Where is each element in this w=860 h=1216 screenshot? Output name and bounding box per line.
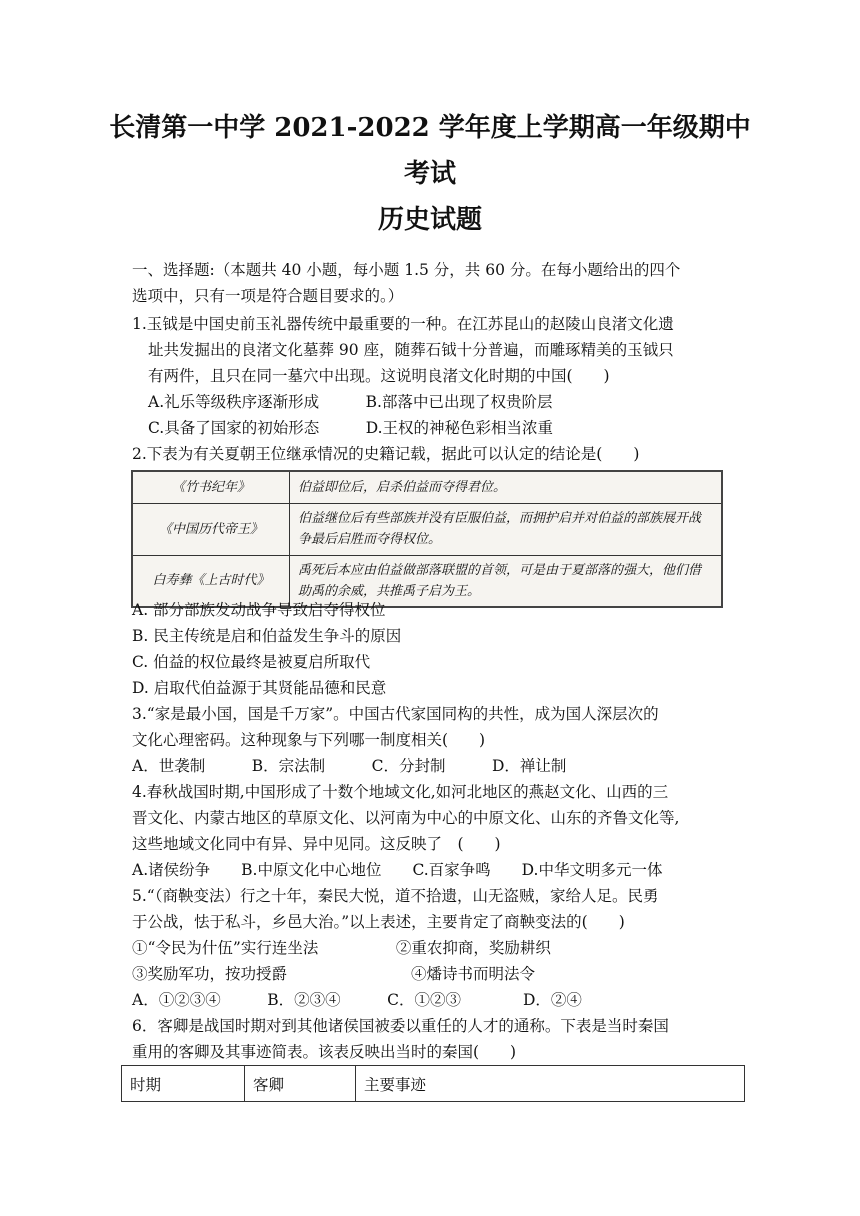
q2-option-b: B. 民主传统是启和伯益发生争斗的原因	[132, 627, 402, 645]
subject-title: 历史试题	[377, 205, 482, 235]
header-main-deeds: 主要事迹	[356, 1066, 745, 1102]
q6-table	[121, 1065, 745, 1102]
q3-stem-2: 文化心理密码。这种现象与下列哪一制度相关( )	[132, 731, 486, 749]
q5-stem-2: 于公战，怯于私斗，乡邑大治。”以上表述，主要肯定了商鞅变法的( )	[132, 913, 625, 931]
section-instruction-2: 选项中，只有一项是符合题目要求的。）	[132, 287, 404, 305]
q2-option-a: A. 部分部族发动战争导致启夺得权位	[132, 601, 386, 619]
q6-stem-2: 重用的客卿及其事迹简表。该表反映出当时的秦国( )	[132, 1043, 517, 1061]
q1-options-ab: A.礼乐等级秩序逐渐形成 B.部落中已出现了权贵阶层	[148, 393, 553, 411]
q5-stem-1: 5.“（商鞅变法）行之十年，秦民大悦，道不拾遗，山无盗贼，家给人足。民勇	[132, 887, 659, 905]
table-row	[132, 503, 722, 555]
exam-title-line1: 长清第一中学 2021-2022 学年度上学期高一年级期中	[109, 113, 751, 143]
q5-choices-12: ①“令民为什伍”实行连坐法 ②重农抑商，奖励耕织	[132, 939, 551, 957]
q1-stem-2: 址共发掘出的良渚文化墓葬 90 座，随葬石钺十分普遍，而雕琢精美的玉钺只	[148, 341, 674, 359]
text-cell: 伯益继位后有些部族并没有臣服伯益，而拥护启并对伯益的部族展开战争最后启胜而夺得权位。	[290, 503, 723, 555]
table-row	[132, 471, 722, 503]
q2-source-table	[131, 470, 723, 608]
text-cell: 禹死后本应由伯益做部落联盟的首领，可是由于夏部落的强大，他们借助禹的余威，共推禹子启为王。	[290, 555, 723, 607]
q1-stem-1: 1.玉钺是中国史前玉礼器传统中最重要的一种。在江苏昆山的赵陵山良渚文化遗	[132, 315, 674, 333]
text-cell: 伯益即位后，启杀伯益而夺得君位。	[290, 471, 723, 503]
q4-options: A.诸侯纷争 B.中原文化中心地位 C.百家争鸣 D.中华文明多元一体	[132, 861, 663, 879]
q2-stem: 2.下表为有关夏朝王位继承情况的史籍记载，据此可以认定的结论是( )	[132, 445, 640, 463]
q4-stem-1: 4.春秋战国时期,中国形成了十数个地域文化,如河北地区的燕赵文化、山西的三	[132, 783, 669, 801]
q1-options-cd: C.具备了国家的初始形态 D.王权的神秘色彩相当浓重	[148, 419, 554, 437]
q5-choices-34: ③奖励军功，按功授爵 ④燔诗书而明法令	[132, 965, 536, 983]
source-cell: 《竹书纪年》	[132, 471, 290, 503]
header-guest-minister: 客卿	[245, 1066, 356, 1102]
exam-title-line2: 考试	[403, 159, 456, 189]
source-cell: 《中国历代帝王》	[132, 503, 290, 555]
q4-stem-3: 这些地域文化同中有异、异中见同。这反映了 ( )	[132, 835, 501, 853]
q5-options: A．①②③④ B．②③④ C．①②③ D．②④	[132, 991, 582, 1009]
q6-stem-1: 6．客卿是战国时期对到其他诸侯国被委以重任的人才的通称。下表是当时秦国	[132, 1017, 669, 1035]
q2-option-c: C. 伯益的权位最终是被夏启所取代	[132, 653, 371, 671]
q2-option-d: D. 启取代伯益源于其贤能品德和民意	[132, 679, 387, 697]
section-instruction-1: 一、选择题:（本题共 40 小题，每小题 1.5 分，共 60 分。在每小题给出的四个	[132, 261, 681, 279]
header-period: 时期	[122, 1066, 245, 1102]
q3-stem-1: 3.“家是最小国，国是千万家”。中国古代家国同构的共性，成为国人深层次的	[132, 705, 659, 723]
q4-stem-2: 晋文化、内蒙古地区的草原文化、以河南为中心的中原文化、山东的齐鲁文化等,	[132, 809, 680, 827]
q1-stem-3: 有两件，且只在同一墓穴中出现。这说明良渚文化时期的中国( )	[148, 367, 610, 385]
source-cell: 白寿彝《上古时代》	[132, 555, 290, 607]
table-header-row	[122, 1066, 745, 1102]
q3-options: A．世袭制 B．宗法制 C．分封制 D．禅让制	[132, 757, 567, 775]
